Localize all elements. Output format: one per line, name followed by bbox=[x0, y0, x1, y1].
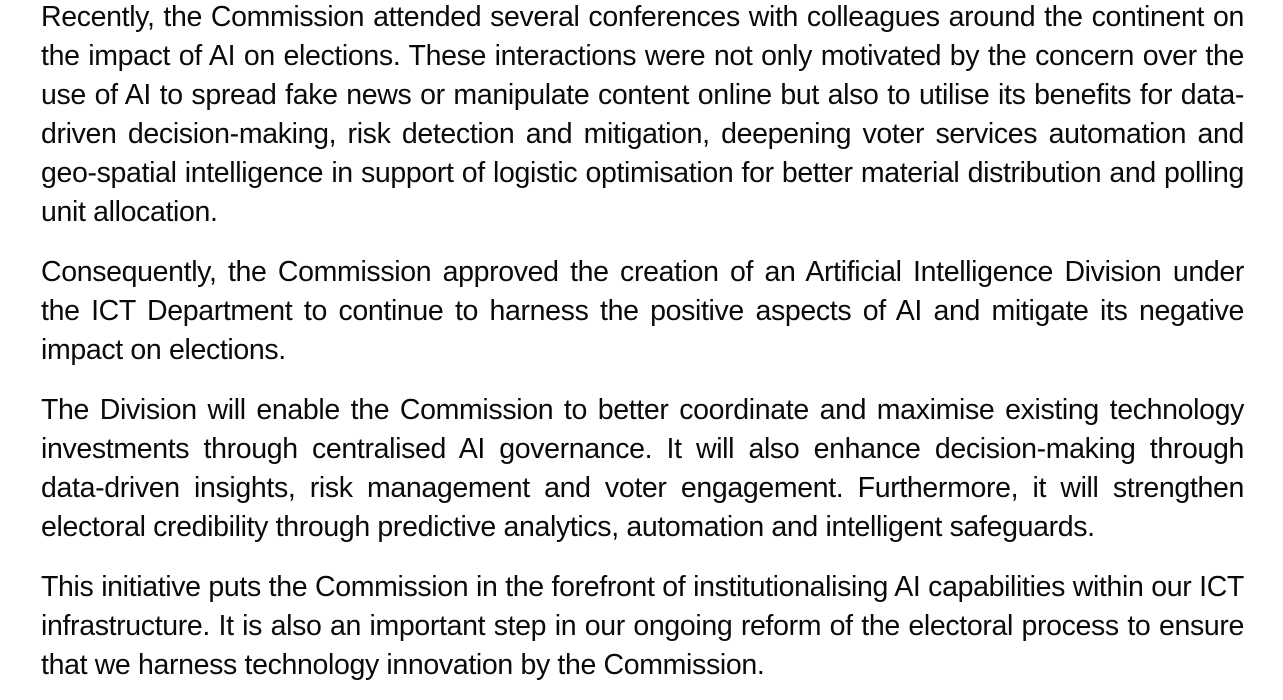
paragraph-initiative: This initiative puts the Commission in the forefront of institutionalising AI capabilities within our ICT infrastructure. It is also an important step in our ongoing reform of the electoral process to ensure that we harness technology innovation by the Commission. bbox=[41, 571, 1244, 681]
paragraph-ai-conferences: Recently, the Commission attended several conferences with colleagues around the continent on the impact of AI on elections. These interactions were not only motivated by the concern over the use of AI to spread fake news or manipulate content online but also to utilise its benefits for data-driven decision-making, risk detection and mitigation, deepening voter services automation and geo-spatial intelligence in support of logistic optimisation for better material distribution and polling unit allocation. bbox=[41, 1, 1244, 228]
paragraph-division-benefits: The Division will enable the Commission to better coordinate and maximise existing technology investments through centralised AI governance. It will also enhance decision-making through data-driven insights, risk management and voter engagement. Furthermore, it will strengthen electoral credibility through predictive analytics, automation and intelligent safeguards. bbox=[41, 394, 1244, 543]
document-body bbox=[41, 0, 1244, 685]
paragraph-ai-division-creation: Consequently, the Commission approved the creation of an Artificial Intelligence Division under the ICT Department to continue to harness the positive aspects of AI and mitigate its negative impact on elections. bbox=[41, 256, 1244, 366]
